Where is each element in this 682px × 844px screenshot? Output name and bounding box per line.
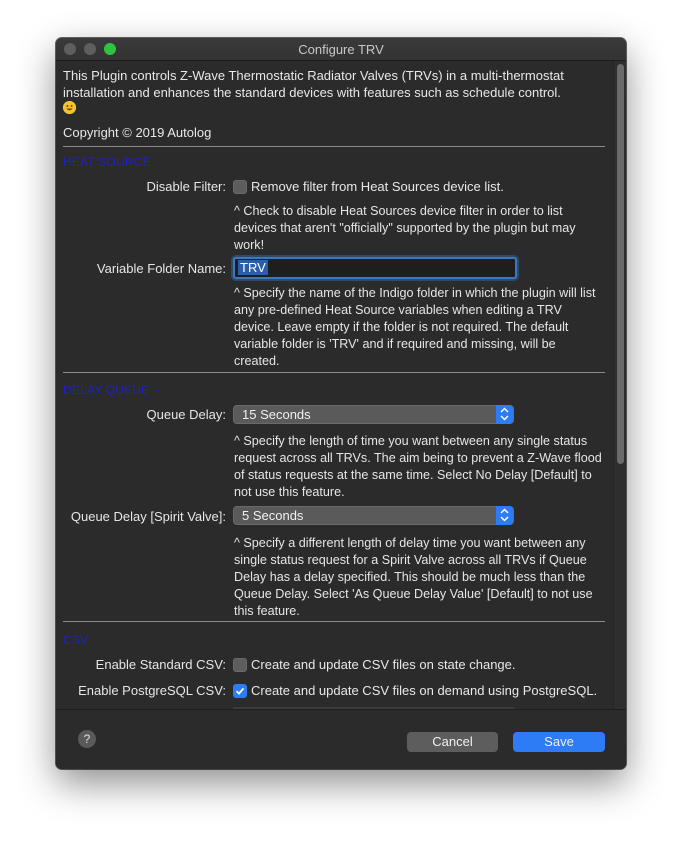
queue-delay-label: Queue Delay: (146, 407, 226, 422)
variable-folder-label: Variable Folder Name: (96, 261, 226, 276)
section-heading-heat-source: HEAT SOURCE (63, 155, 151, 169)
spirit-queue-delay-select-value: 5 Seconds (242, 508, 304, 523)
spirit-queue-delay-select[interactable] (233, 506, 514, 525)
intro-description: This Plugin controls Z-Wave Thermostatic Radiator Valves (TRVs) in a multi-thermostat installation and enhances the standard devices with features such as schedule control. (63, 68, 564, 100)
spirit-queue-delay-label: Queue Delay [Spirit Valve]: (70, 509, 226, 524)
save-button[interactable]: Save (513, 732, 605, 752)
enable-postgresql-csv-checkbox[interactable] (233, 684, 247, 698)
divider (63, 146, 605, 147)
checkmark-icon (234, 685, 246, 697)
divider (63, 621, 605, 622)
grinning-face-emoji-icon (63, 101, 76, 114)
title-bar (56, 38, 626, 61)
disable-filter-help-text: ^ Check to disable Heat Sources device filter in order to list devices that aren't "officially" supported by the plugin but may work! (234, 204, 576, 252)
section-heading-delay-queue: DELAY QUEUE (63, 383, 150, 397)
enable-standard-csv-checkbox[interactable] (233, 658, 247, 672)
intro-text (63, 67, 603, 118)
disable-filter-checkbox-label[interactable]: Remove filter from Heat Sources device list. (251, 179, 504, 194)
copyright-text: Copyright © 2019 Autolog (63, 125, 212, 140)
variable-folder-input[interactable] (233, 257, 517, 279)
spirit-queue-delay-help-text: ^ Specify a different length of delay time you want between any single status request for a Spirit Valve across all TRVs if Queue Delay has a delay specified. This should be much less than the Queue Delay. Select 'As Queue Delay Value' [Default] to not use this feature. (234, 536, 593, 618)
scrollbar-thumb[interactable] (617, 64, 624, 464)
dialog-content (56, 61, 612, 709)
queue-delay-select-value: 15 Seconds (242, 407, 311, 422)
enable-standard-csv-label: Enable Standard CSV: (95, 657, 226, 672)
configure-dialog (56, 38, 626, 769)
enable-postgresql-csv-label: Enable PostgreSQL CSV: (78, 683, 226, 698)
queue-delay-select[interactable] (233, 405, 514, 424)
divider (63, 372, 605, 373)
disable-filter-label: Disable Filter: (146, 179, 226, 194)
window-title: Configure TRV (298, 42, 384, 57)
variable-folder-help-text: ^ Specify the name of the Indigo folder in which the plugin will list any pre-defined Heat Source variables when editing a TRV device. Leave empty if the folder is not required. The default variable folder is 'TRV' and if required and missing, will be created. (234, 286, 596, 368)
chevron-up-down-icon (496, 506, 513, 525)
section-heading-csv: CSV (63, 633, 89, 647)
vertical-scrollbar[interactable] (613, 61, 626, 709)
help-button[interactable]: ? (78, 730, 96, 748)
disable-filter-checkbox[interactable] (233, 180, 247, 194)
dialog-footer (56, 709, 626, 769)
enable-postgresql-csv-checkbox-label[interactable]: Create and update CSV files on demand using PostgreSQL. (251, 683, 598, 698)
variable-folder-input-value: TRV (240, 260, 266, 275)
queue-delay-help-text: ^ Specify the length of time you want between any single status request across all TRVs. The aim being to prevent a Z-Wave flood of status requests at the same time. Select No Delay [Default] to not use this feature. (234, 434, 602, 499)
enable-standard-csv-checkbox-label[interactable]: Create and update CSV files on state change. (251, 657, 516, 672)
chevron-up-down-icon (496, 405, 513, 424)
cancel-button[interactable]: Cancel (407, 732, 498, 752)
